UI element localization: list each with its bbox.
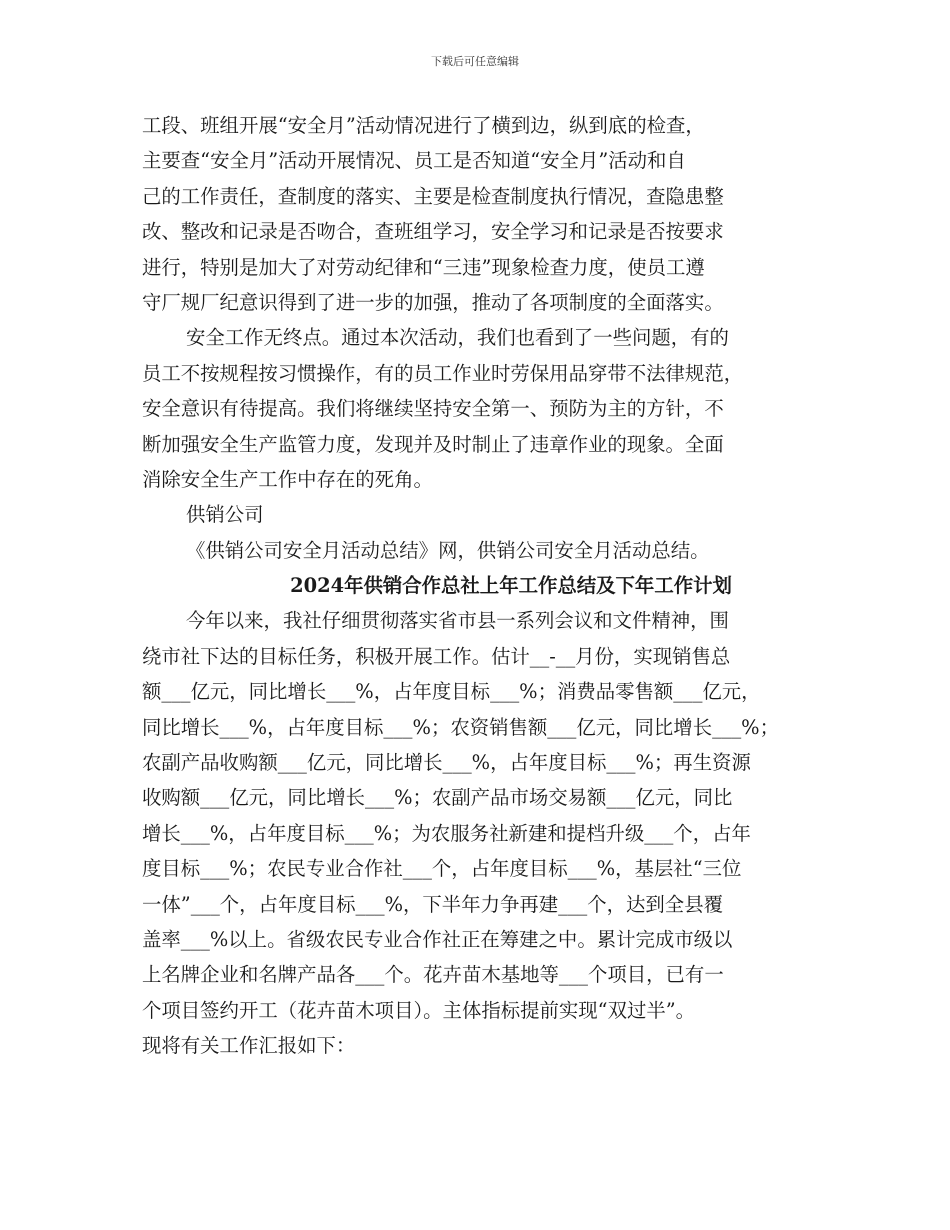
- paragraph-work-summary: [142, 603, 842, 1063]
- text-line: 度目标___%；农民专业合作社___个，占年度目标___%，基层社“三位: [142, 857, 742, 881]
- text-line: 断加强安全生产监管力度，发现并及时制止了违章作业的现象。全面: [142, 432, 724, 456]
- text-line: 增长___%，占年度目标___%；为农服务社新建和提档升级___个，占年: [142, 821, 751, 845]
- text-line: 上名牌企业和名牌产品各___个。花卉苗木基地等___个项目，已有一: [142, 963, 724, 987]
- text-line: 收购额___亿元，同比增长___%；农副产品市场交易额___亿元，同比: [142, 786, 733, 810]
- paragraph-conclusion: [142, 320, 842, 497]
- text-line: 守厂规厂纪意识得到了进一步的加强，推动了各项制度的全面落实。: [142, 290, 724, 314]
- text-line: 绕市社下达的目标任务，积极开展工作。估计__-__月份，实现销售总: [142, 644, 731, 668]
- signature: 供销公司: [186, 503, 264, 527]
- section-title: 2024年供销合作总社上年工作总结及下年工作计划: [290, 574, 732, 598]
- text-line: 个项目签约开工（花卉苗木项目）。主体指标提前实现“双过半”。: [142, 998, 696, 1022]
- text-line: 消除安全生产工作中存在的死角。: [142, 467, 433, 491]
- text-line: 安全意识有待提高。我们将继续坚持安全第一、预防为主的方针，不: [142, 397, 724, 421]
- source-line: 《供销公司安全月活动总结》网，供销公司安全月活动总结。: [186, 538, 710, 562]
- text-line: 同比增长___%，占年度目标___%；农资销售额___亿元，同比增长___%；: [142, 715, 779, 739]
- document-body: [142, 108, 842, 1064]
- header-note: 下载后可任意编辑: [431, 55, 519, 68]
- text-line: 工段、班组开展“安全月”活动情况进行了横到边，纵到底的检查，: [142, 114, 705, 137]
- paragraph-inspection: [142, 108, 842, 320]
- text-line: 主要查“安全月”活动开展情况、员工是否知道“安全月”活动和自: [142, 149, 686, 173]
- text-line: 进行，特别是加大了对劳动纪律和“三违”现象检查力度，使员工遵: [142, 255, 705, 279]
- text-line: 一体”___个，占年度目标___%，下半年力争再建___个，达到全县覆: [142, 892, 723, 916]
- text-line: 额___亿元，同比增长___%，占年度目标___%；消费品零售额___亿元，: [142, 680, 761, 704]
- text-line: 现将有关工作汇报如下：: [142, 1034, 356, 1058]
- text-line: 员工不按规程按习惯操作，有的员工作业时劳保用品穿带不法律规范，: [142, 361, 744, 385]
- text-line: 安全工作无终点。通过本次活动，我们也看到了一些问题，有的: [186, 326, 729, 350]
- text-line: 今年以来，我社仔细贯彻落实省市县一系列会议和文件精神，围: [186, 609, 729, 633]
- text-line: 农副产品收购额___亿元，同比增长___%，占年度目标___%；再生资源: [142, 751, 751, 775]
- text-line: 改、整改和记录是否吻合，查班组学习，安全学习和记录是否按要求: [142, 220, 724, 244]
- text-line: 盖率___%以上。省级农民专业合作社正在筹建之中。累计完成市级以: [142, 927, 733, 951]
- text-line: 己的工作责任，查制度的落实、主要是检查制度执行情况，查隐患整: [142, 184, 724, 208]
